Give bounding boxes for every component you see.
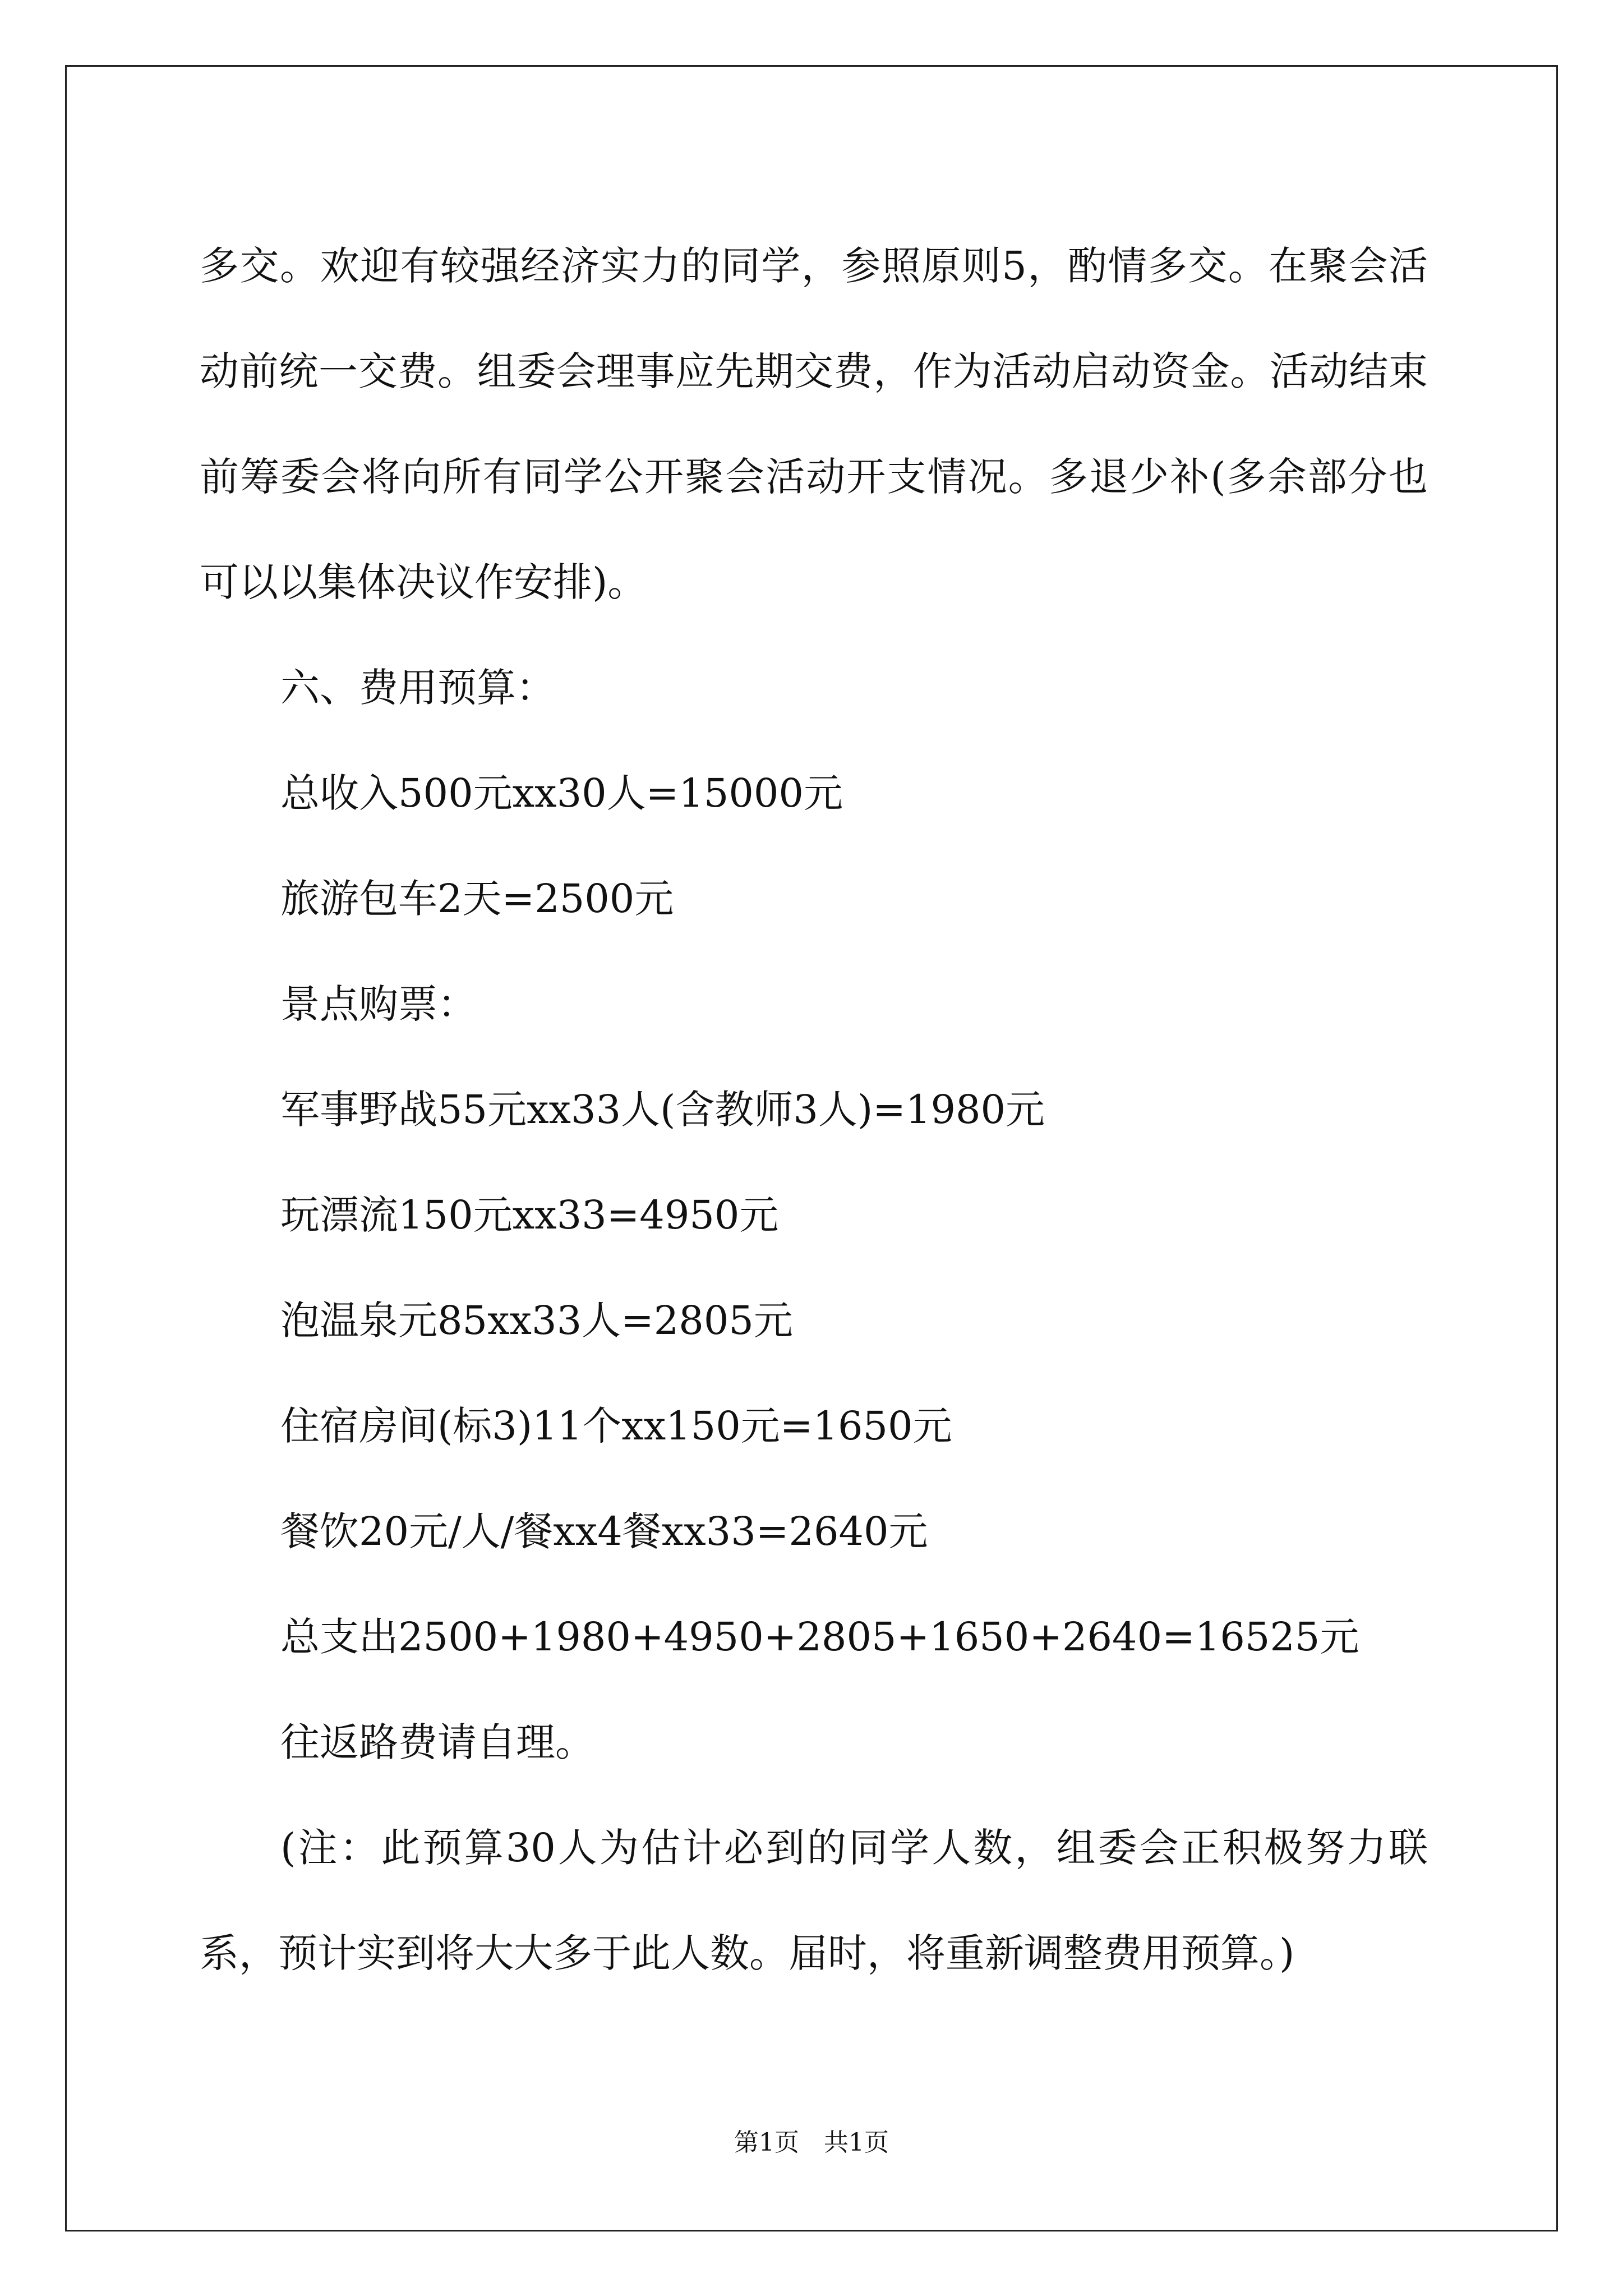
budget-line-meals: 餐饮20元/人/餐xx4餐xx33=2640元 <box>280 1508 928 1554</box>
budget-line-total-expense: 总支出2500+1980+4950+2805+1650+2640=16525元 <box>280 1614 1359 1660</box>
page-number-footer: 第1页 共1页 <box>734 2128 889 2157</box>
budget-line-bus: 旅游包车2天=2500元 <box>280 876 674 922</box>
budget-line-total-income: 总收入500元xx30人=15000元 <box>280 770 843 816</box>
budget-line-hot-spring: 泡温泉元85xx33人=2805元 <box>280 1297 793 1343</box>
budget-note: (注：此预算30人为估计必到的同学人数，组委会正积极努力联系，预计实到将大大多于此人数。届时，将重新调整费用预算。) <box>200 1825 1428 1976</box>
budget-line-field-game: 军事野战55元xx33人(含教师3人)=1980元 <box>280 1087 1045 1133</box>
section-heading-budget: 六、费用预算： <box>280 665 555 711</box>
budget-line-lodging: 住宿房间(标3)11个xx150元=1650元 <box>280 1403 952 1449</box>
budget-line-rafting: 玩漂流150元xx33=4950元 <box>280 1192 779 1238</box>
budget-line-travel-self: 往返路费请自理。 <box>280 1719 594 1765</box>
paragraph-fees-intro: 多交。欢迎有较强经济实力的同学，参照原则5，酌情多交。在聚会活动前统一交费。组委会理事应先期交费，作为活动启动资金。活动结束前筹委会将向所有同学公开聚会活动开支情况。多退少补(多余部分也可以以集体决议作安排)。 <box>200 243 1428 605</box>
document-body <box>200 213 1428 2006</box>
budget-line-tickets-heading: 景点购票： <box>280 981 477 1027</box>
